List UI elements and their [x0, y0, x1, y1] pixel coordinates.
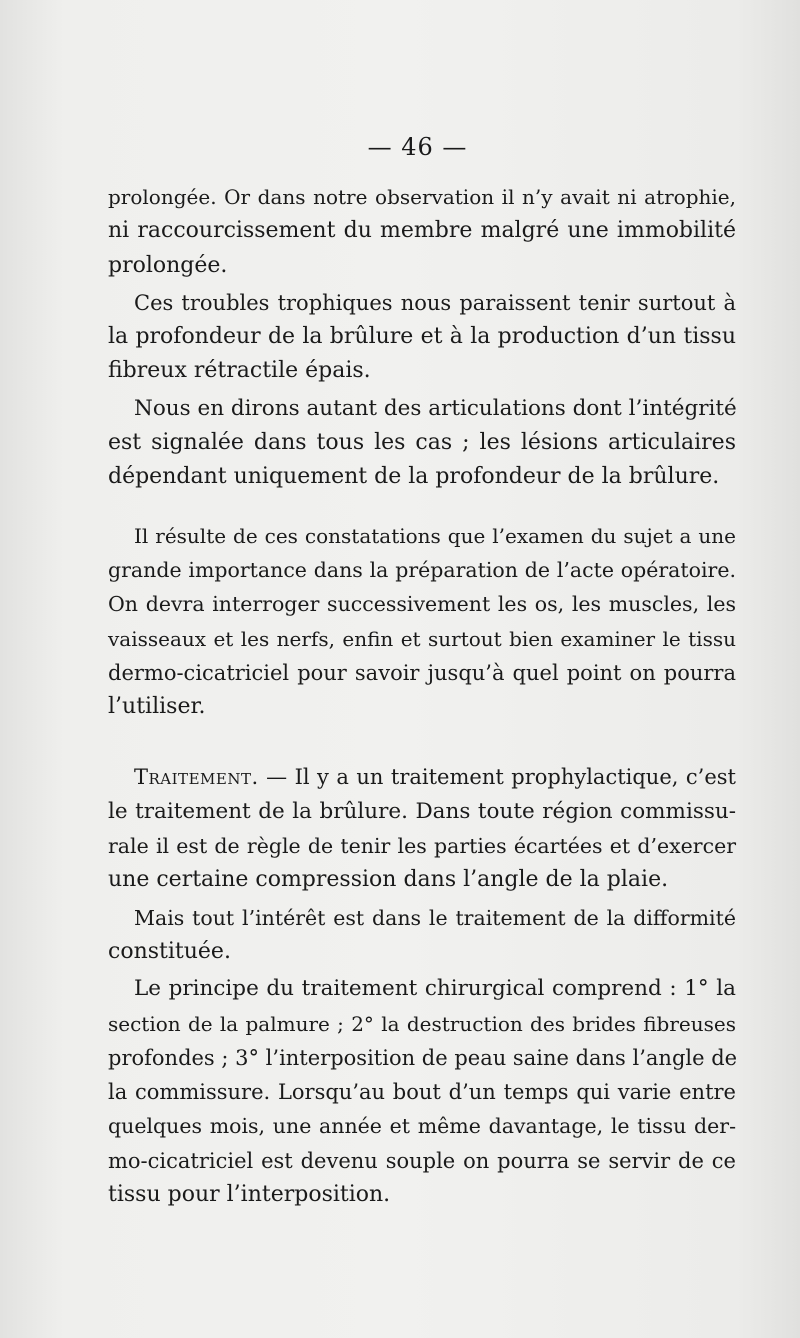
text-line: la commissure. Lorsqu’au bout d’un temps qui varie entre [108, 1080, 736, 1105]
text-line: prolongée. [108, 252, 228, 278]
text-line: mo-cicatriciel est devenu souple on pourra se servir de ce [108, 1148, 736, 1173]
text-line: Il résulte de ces constatations que l’examen du sujet a une [134, 523, 736, 548]
text-line: ni raccourcissement du membre malgré une immobilité [108, 218, 736, 244]
paragraph-1 [108, 180, 736, 283]
text-line: vaisseaux et les nerfs, enfin et surtout bien examiner le tissu [108, 626, 736, 651]
paragraph-4 [108, 519, 736, 725]
paragraph-2 [108, 286, 736, 389]
text-line: constituée. [108, 938, 231, 964]
paragraph-3 [108, 392, 736, 495]
text-line: Mais tout l’intérêt est dans le traitement de la difformité [134, 905, 736, 930]
text-line: est signalée dans tous les cas ; les lésions articulaires [108, 430, 736, 456]
text-line: une certaine compression dans l’angle de la plaie. [108, 867, 669, 893]
text-fragment: — Il y a un traitement prophylactique, c’est [266, 765, 736, 790]
text-line: Le principe du traitement chirurgical comprend : 1° la [134, 976, 736, 1002]
text-line: section de la palmure ; 2° la destruction des brides fibreuses [108, 1011, 736, 1036]
text-line: tissu pour l’interposition. [108, 1182, 391, 1208]
text-line: dépendant uniquement de la profondeur de la brûlure. [108, 464, 720, 490]
page-number: — 46 — [367, 133, 468, 161]
text-line: la profondeur de la brûlure et à la production d’un tissu [108, 324, 736, 350]
text-line: profondes ; 3° l’interposition de peau saine dans l’angle de [108, 1045, 738, 1070]
section-heading: Traitement. [134, 765, 259, 790]
text-line: rale il est de règle de tenir les parties écartées et d’exercer [108, 834, 736, 859]
text-line: quelques mois, une année et même davantage, le tissu der- [108, 1114, 736, 1139]
text-line: le traitement de la brûlure. Dans toute région commissu- [108, 798, 736, 824]
text-line: grande importance dans la préparation de l’acte opératoire. [108, 557, 736, 582]
paragraph-6 [108, 901, 736, 970]
text-line: Nous en dirons autant des articulations dont l’intégrité [134, 395, 737, 421]
text-line: prolongée. Or dans notre observation il n’y avait ni atrophie, [108, 185, 736, 209]
text-line: l’utiliser. [108, 694, 206, 720]
text-line: On devra interroger successivement les os, les muscles, les [108, 592, 736, 617]
paragraph-5 [108, 760, 736, 897]
text-line [108, 760, 736, 794]
text-line: dermo-cicatriciel pour savoir jusqu’à quel point on pourra [108, 660, 736, 685]
body-text [108, 180, 736, 1212]
text-line: fibreux rétractile épais. [108, 358, 371, 384]
paragraph-7 [108, 972, 736, 1212]
text-line: Ces troubles trophiques nous paraissent tenir surtout à [134, 290, 736, 315]
